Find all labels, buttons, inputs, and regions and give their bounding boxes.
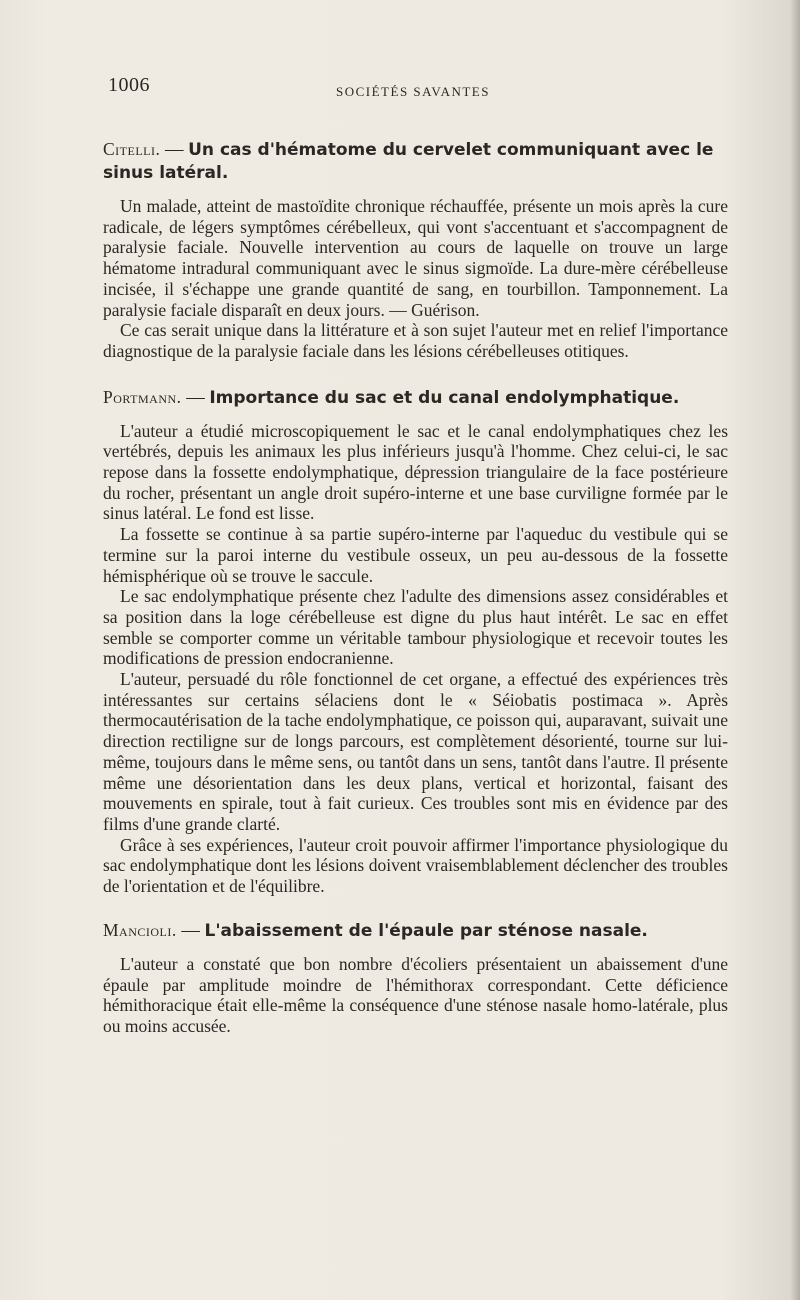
article-heading [103,138,728,185]
article-title: L'abaissement de l'épaule par sténose nasale. [204,920,648,941]
article-author: Portmann. [103,386,182,407]
article-title: Un cas d'hématome du cervelet communiquant avec le sinus latéral. [103,140,714,183]
article-paragraph: Ce cas serait unique dans la littérature et à son sujet l'auteur met en relief l'importance diagnostique de la paralysie faciale dans les lésions cérébelleuses otitiques. [103,320,728,361]
page-content [103,138,728,1037]
article-mancioli [103,919,728,1037]
article-paragraph: Grâce à ses expériences, l'auteur croit pouvoir affirmer l'importance physiologique du sac endolymphatique dont les lésions doivent vraisemblablement déclencher des troubles de l'orientation et de l'équilibre. [103,834,728,897]
page-number: 1006 [108,74,150,96]
article-citelli [103,138,728,362]
section-spacer [103,362,728,386]
article-paragraph: L'auteur, persuadé du rôle fonctionnel de cet organe, a effectué des expériences très intéressantes sur certains sélaciens dont le « Séiobatis postimaca ». Après thermocautérisation de la tache endolymphatique, ce poisson qui, auparavant, suivait une direction rectiligne sur de longs parcours, est complètement désorienté, tourne sur lui-même, toujours dans le même sens, ou tantôt dans un sens, tantôt dans l'autre. Il présente même une désorientation dans les deux plans, vertical et horizontal, faisant des mouvements en spirale, tout à fait curieux. Ces troubles sont mis en évidence par des films d'une grande clarté. [103,669,728,834]
section-spacer [103,897,728,919]
article-author: Citelli. [103,139,161,159]
heading-separator: — [181,920,200,941]
article-heading [103,919,728,943]
article-author: Mancioli. [103,919,177,940]
article-paragraph: L'auteur a étudié microscopiquement le sac et le canal endolymphatiques chez les vertébrés, depuis les animaux les plus inférieurs jusqu'à l'homme. Chez celui-ci, le sac repose dans la fossette endolymphatique, dépression triangulaire de la face postérieure du rocher, présentant un angle droit supéro-interne et une base curviligne formée par le sinus latéral. Le fond est lisse. [103,420,728,524]
article-paragraph: Le sac endolymphatique présente chez l'adulte des dimensions assez considérables et sa position dans la loge cérébelleuse est digne du plus haut intérêt. Le sac en effet semble se comporter comme un véritable tambour physiologique et recevoir toutes les modifications de pression endocranienne. [103,586,728,669]
running-head: SOCIÉTÉS SAVANTES [336,84,490,99]
article-title: Importance du sac et du canal endolymphatique. [209,387,680,408]
article-paragraph: La fossette se continue à sa partie supéro-interne par l'aqueduc du vestibule qui se termine sur la paroi interne du vestibule osseux, un peu au-dessous de la fossette hémisphérique où se trouve le saccule. [103,524,728,586]
heading-separator: — [186,387,205,408]
article-paragraph: Un malade, atteint de mastoïdite chronique réchauffée, présente un mois après la cure radicale, de légers symptômes cérébelleux, qui vont s'accentuant et s'accompagnent de paralysie faciale. Nouvelle intervention au cours de laquelle on trouve un large hématome intradural communiquant avec le sinus sigmoïde. La dure-mère cérébelleuse incisée, il s'échappe une grande quantité de sang, en tourbillon. Tamponnement. La paralysie faciale disparaît en deux jours. — Guérison. [103,196,728,320]
page-edge-shadow [790,0,800,1300]
heading-separator: — [165,140,184,160]
article-heading [103,386,728,410]
article-portmann [103,386,728,897]
article-paragraph: L'auteur a constaté que bon nombre d'écoliers présentaient un abaissement d'une épaule par amplitude moindre de l'hémithorax correspondant. Cette déficience hémithoracique était elle-même la conséquence d'une sténose nasale homo-latérale, plus ou moins accusée. [103,953,728,1036]
page-header [108,74,728,104]
